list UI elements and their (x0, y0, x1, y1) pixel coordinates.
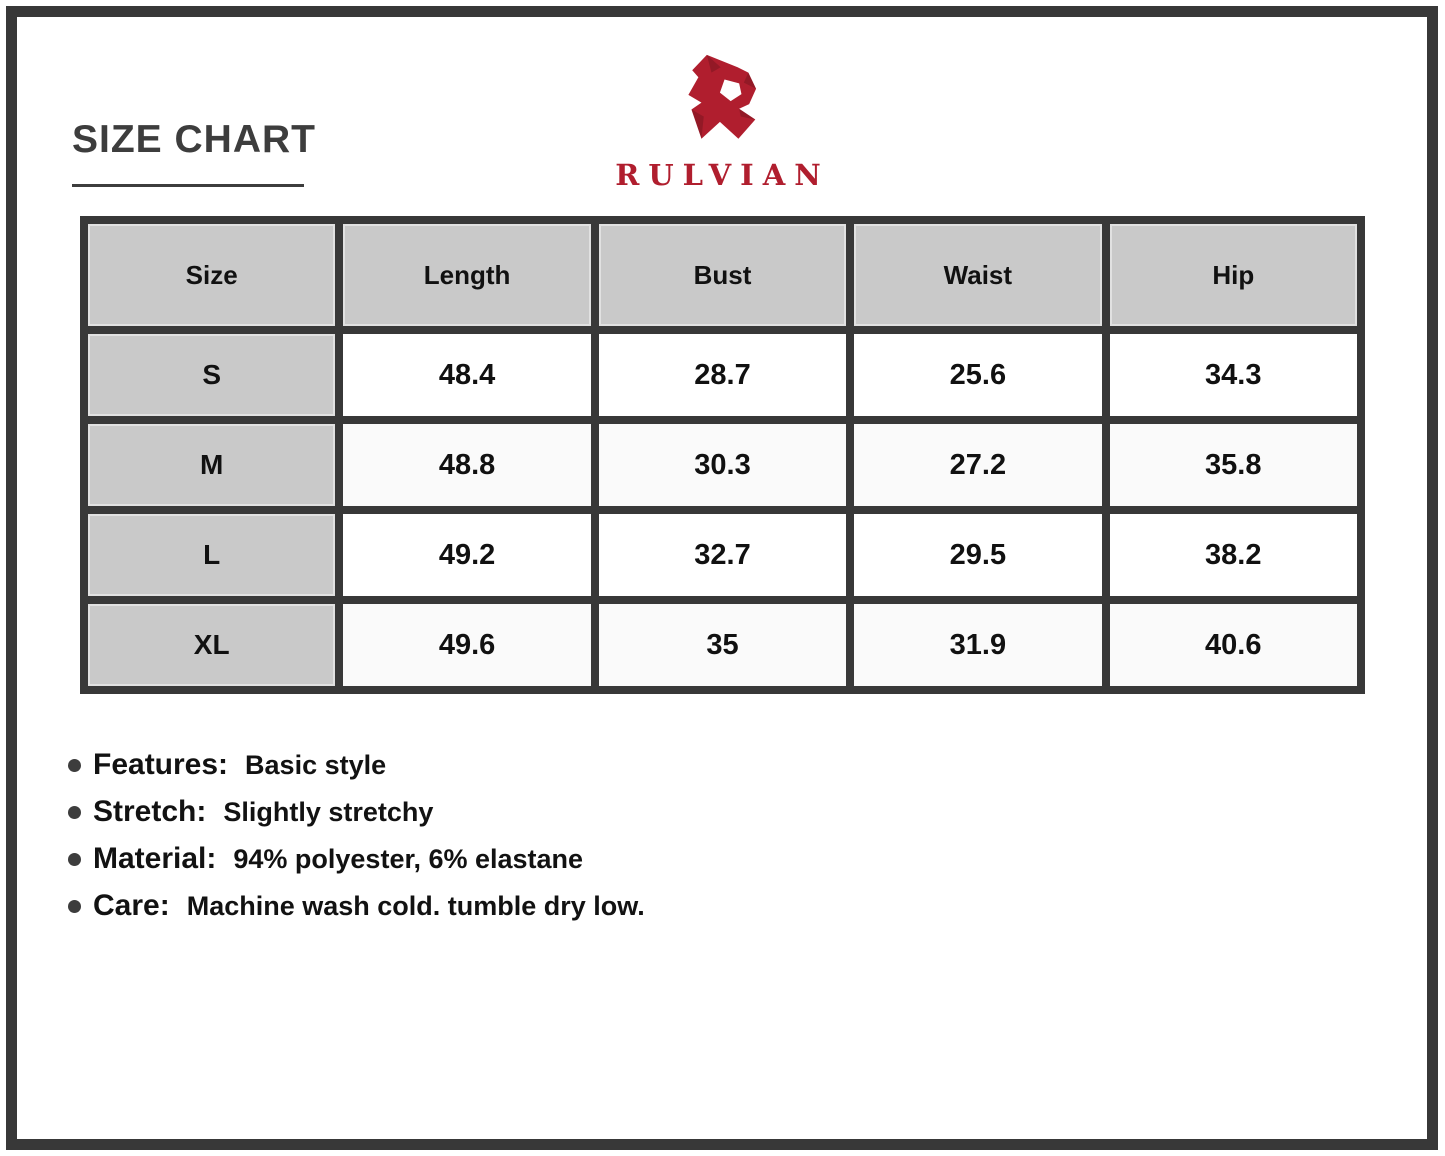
value-cell: 25.6 (854, 334, 1101, 416)
brand-logo (593, 44, 853, 192)
table-row-xl (88, 604, 1357, 686)
detail-item-features (68, 748, 645, 782)
detail-item-care (68, 889, 645, 923)
brand-name: RULVIAN (615, 158, 830, 192)
bullet-icon (68, 900, 81, 913)
value-cell: 31.9 (854, 604, 1101, 686)
value-cell: 29.5 (854, 514, 1101, 596)
size-cell: L (88, 514, 335, 596)
detail-label: Care: (93, 889, 170, 922)
value-cell: 48.8 (343, 424, 590, 506)
value-cell: 32.7 (599, 514, 846, 596)
column-header-size: Size (88, 224, 335, 326)
bullet-icon (68, 853, 81, 866)
value-cell: 40.6 (1110, 604, 1357, 686)
table-row-m (88, 424, 1357, 506)
table-row-s (88, 334, 1357, 416)
value-cell: 35 (599, 604, 846, 686)
table-header (88, 224, 1357, 326)
value-cell: 49.2 (343, 514, 590, 596)
brand-r-monogram-icon (673, 44, 773, 152)
value-cell: 28.7 (599, 334, 846, 416)
column-header-hip: Hip (1110, 224, 1357, 326)
size-cell: S (88, 334, 335, 416)
column-header-length: Length (343, 224, 590, 326)
product-details-list (68, 748, 645, 936)
detail-item-stretch (68, 795, 645, 829)
value-cell: 27.2 (854, 424, 1101, 506)
column-header-waist: Waist (854, 224, 1101, 326)
detail-value: 94% polyester, 6% elastane (233, 843, 584, 874)
table-row-l (88, 514, 1357, 596)
value-cell: 35.8 (1110, 424, 1357, 506)
column-header-bust: Bust (599, 224, 846, 326)
header-row (88, 224, 1357, 326)
detail-label: Stretch: (93, 795, 207, 828)
title-block (72, 118, 316, 187)
detail-value: Machine wash cold. tumble dry low. (186, 890, 645, 921)
value-cell: 34.3 (1110, 334, 1357, 416)
page-title: SIZE CHART (72, 118, 316, 161)
detail-value: Slightly stretchy (223, 796, 434, 827)
size-cell: XL (88, 604, 335, 686)
bullet-icon (68, 759, 81, 772)
detail-item-material (68, 842, 645, 876)
value-cell: 30.3 (599, 424, 846, 506)
value-cell: 49.6 (343, 604, 590, 686)
value-cell: 38.2 (1110, 514, 1357, 596)
size-chart-table (80, 216, 1365, 694)
value-cell: 48.4 (343, 334, 590, 416)
title-underline (72, 184, 304, 187)
size-cell: M (88, 424, 335, 506)
detail-label: Material: (93, 842, 217, 875)
bullet-icon (68, 806, 81, 819)
detail-value: Basic style (245, 749, 387, 780)
detail-label: Features: (93, 748, 229, 781)
